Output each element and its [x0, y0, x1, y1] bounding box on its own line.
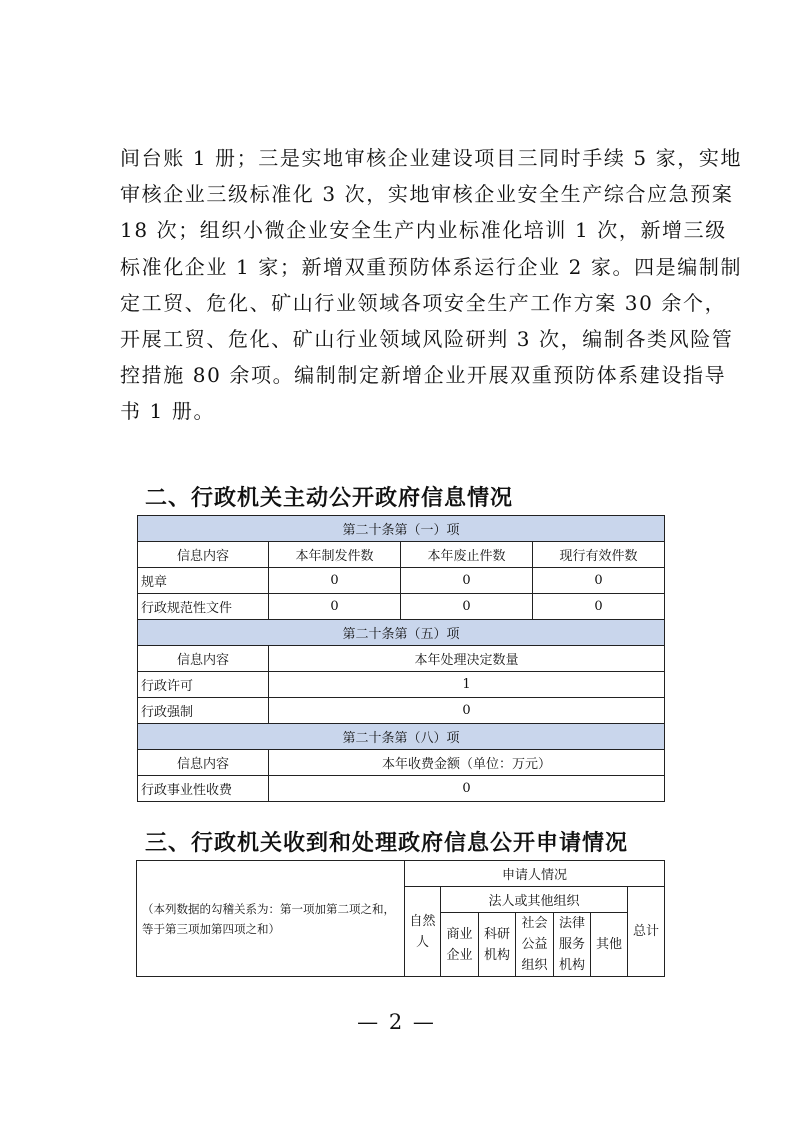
table-row	[138, 698, 665, 724]
table-cell: 0	[401, 594, 533, 620]
section2-heading: 二、行政机关主动公开政府信息情况	[145, 486, 514, 511]
table-cell: 0	[269, 594, 401, 620]
table-cell: 0	[269, 698, 665, 724]
paragraph-line: 标准化企业 1 家；新增双重预防体系运行企业 2 家。四是编制制	[120, 254, 743, 279]
paragraph-line: 定工贸、危化、矿山行业领域各项安全生产工作方案 30 余个，	[120, 290, 727, 315]
column-header: 信息内容	[138, 542, 269, 568]
table-row	[138, 568, 665, 594]
table-row	[138, 776, 665, 802]
table-cell: 0	[269, 776, 665, 802]
active-disclosure-table	[137, 515, 665, 802]
table-row	[138, 672, 665, 698]
paragraph-line: 间台账 1 册；三是实地审核企业建设项目三同时手续 5 家，实地	[120, 146, 743, 170]
section-title: 第二十条第（八）项	[138, 724, 665, 750]
column-header: 信息内容	[138, 646, 269, 672]
row-label: 行政事业性收费	[138, 776, 269, 802]
row-label: 规章	[138, 568, 269, 594]
column-header: 现行有效件数	[533, 542, 665, 568]
column-header: 本年收费金额（单位：万元）	[269, 750, 665, 776]
paragraph-line: 书 1 册。	[120, 399, 216, 424]
applicant-header: 申请人情况	[405, 861, 665, 887]
table-cell: 1	[269, 672, 665, 698]
commercial-header: 商业企业	[441, 913, 479, 977]
paragraph-line: 审核企业三级标准化 3 次，实地审核企业安全生产综合应急预案	[120, 182, 734, 207]
table-cell: 0	[401, 568, 533, 594]
page-number: — 2 —	[357, 1010, 436, 1034]
row-label: 行政规范性文件	[138, 594, 269, 620]
legal-entity-header: 法人或其他组织	[441, 887, 628, 913]
table-cell: 0	[533, 568, 665, 594]
column-header: 信息内容	[138, 750, 269, 776]
section3-heading: 三、行政机关收到和处理政府信息公开申请情况	[145, 831, 629, 856]
row-label: 行政强制	[138, 698, 269, 724]
column-header: 本年废止件数	[401, 542, 533, 568]
column-header: 本年制发件数	[269, 542, 401, 568]
paragraph-line: 18 次；组织小微企业安全生产内业标准化培训 1 次，新增三级	[120, 218, 727, 243]
total-header: 总计	[628, 887, 665, 977]
legal-service-header: 法律服务机构	[554, 913, 591, 977]
research-header: 科研机构	[479, 913, 516, 977]
body-paragraph	[120, 140, 743, 430]
calculation-note: （本列数据的勾稽关系为：第一项加第二项之和，等于第三项加第四项之和）	[137, 861, 405, 977]
paragraph-line: 开展工贸、危化、矿山行业领域风险研判 3 次，编制各类风险管	[120, 327, 734, 352]
other-header: 其他	[591, 913, 628, 977]
paragraph-line: 控措施 80 余项。编制制定新增企业开展双重预防体系建设指导	[120, 363, 727, 388]
social-welfare-header: 社会公益组织	[516, 913, 554, 977]
row-label: 行政许可	[138, 672, 269, 698]
natural-person-header: 自然人	[405, 887, 441, 977]
section-title: 第二十条第（一）项	[138, 516, 665, 542]
column-header: 本年处理决定数量	[269, 646, 665, 672]
table-row	[138, 594, 665, 620]
section-title: 第二十条第（五）项	[138, 620, 665, 646]
table-cell: 0	[269, 568, 401, 594]
table-cell: 0	[533, 594, 665, 620]
application-table	[136, 860, 665, 977]
